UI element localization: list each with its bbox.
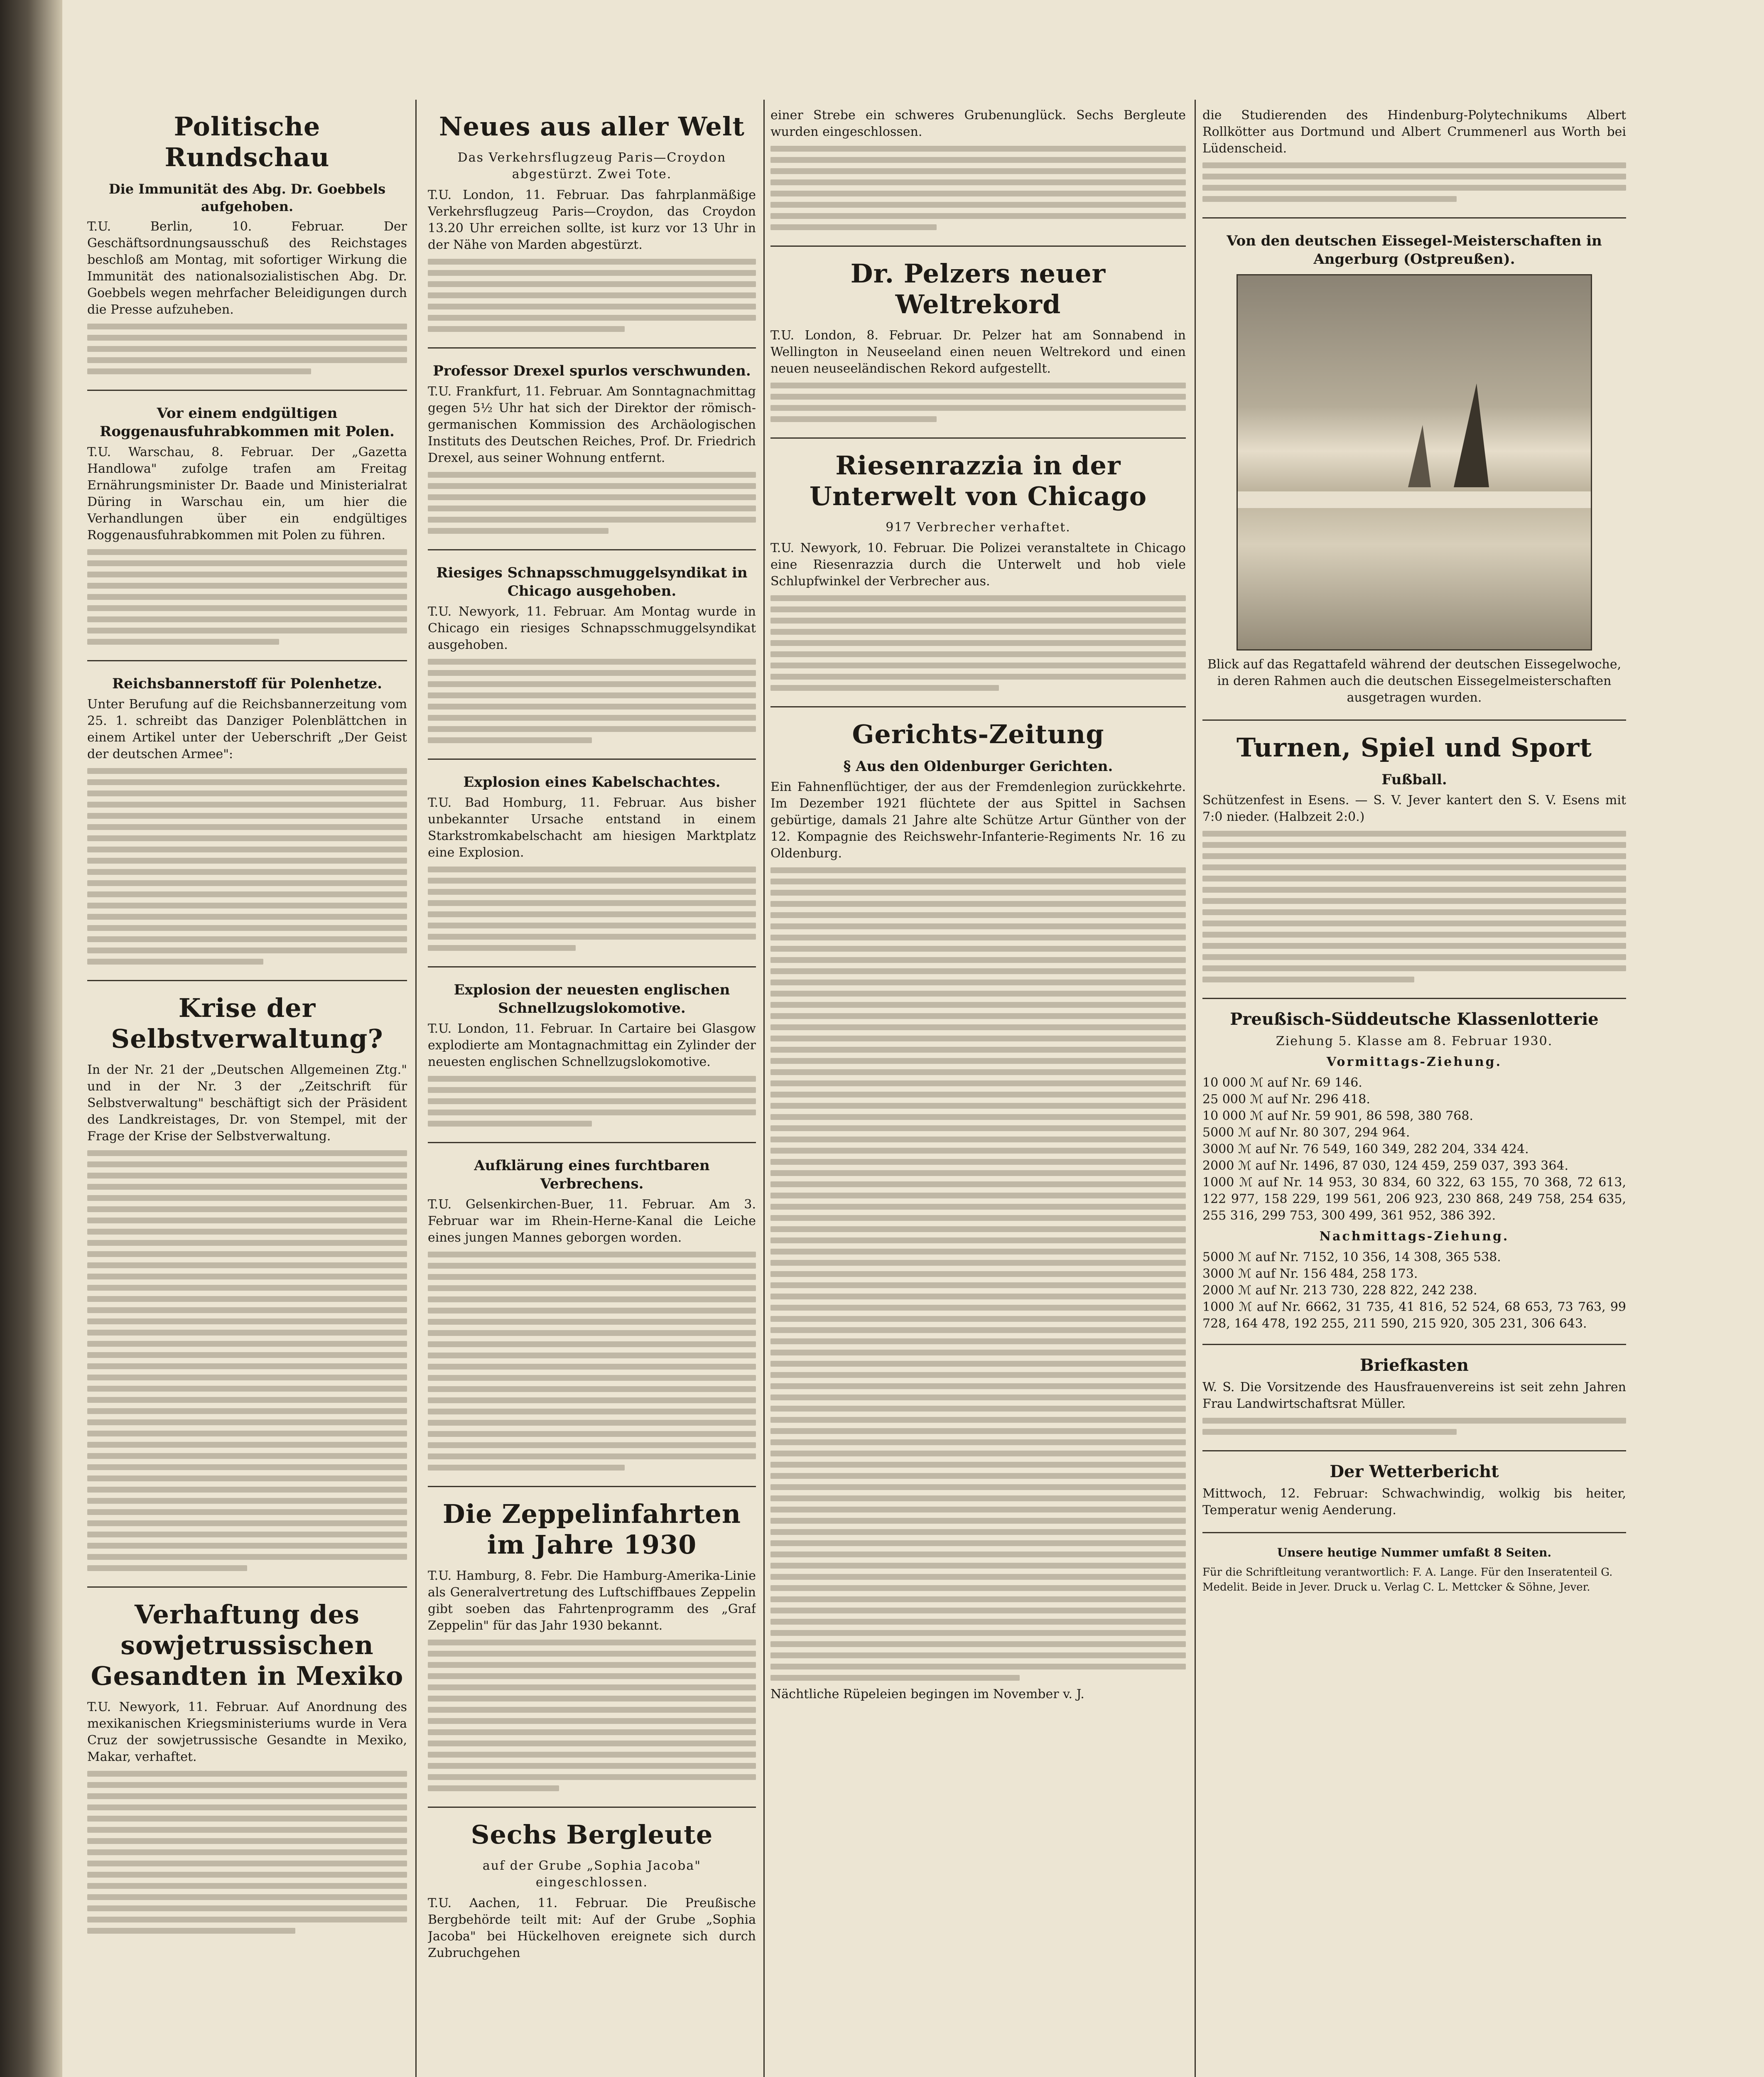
article-text: T.U. Hamburg, 8. Febr. Die Hamburg-Amerika-Linie als Generalvertretung des Luftschiffbaues Zeppelin gibt soeben das Fahrtenprogramm des „Graf Zeppelin" für das Jahr 1930 bekannt. — [428, 1569, 756, 1633]
lottery-line: 25 000 ℳ auf Nr. 296 418. — [1202, 1092, 1370, 1107]
page-note: Unsere heutige Nummer umfaßt 8 Seiten. — [1277, 1546, 1552, 1559]
article-chicago-syndikat — [428, 550, 756, 760]
subheadline: 917 Verbrecher verhaftet. — [886, 520, 1071, 535]
lottery-line: 1000 ℳ auf Nr. 14 953, 30 834, 60 322, 63 155, 70 368, 72 613, 122 977, 158 229, 199 561, 206 923, 230 868, 249 758, 254 635, 255 316, 299 753, 300 499, 361 952, 386 392. — [1202, 1175, 1626, 1223]
article-text: einer Strebe ein schweres Grubenunglück. Sechs Bergleute wurden eingeschlossen. — [770, 108, 1186, 139]
column-1 — [87, 100, 407, 2077]
subheadline: auf der Grube „Sophia Jacoba" eingeschlossen. — [482, 1858, 702, 1890]
column-3 — [770, 100, 1186, 2077]
article-wetterbericht — [1202, 1451, 1626, 1533]
photo-caption: Blick auf das Regattafeld während der deutschen Eissegelwoche, in deren Rahmen auch die deutschen Eissegelmeisterschaften ausgetragen wurden. — [1207, 657, 1622, 705]
eissegel-photo — [1237, 274, 1592, 651]
article-neues-aus-aller-welt — [428, 100, 756, 349]
text-lines — [770, 383, 1186, 422]
column-rule — [763, 100, 765, 2077]
article-text-closing: Nächtliche Rüpeleien begingen im November v. J. — [770, 1687, 1084, 1701]
lottery-line: 2000 ℳ auf Nr. 213 730, 228 822, 242 238. — [1202, 1283, 1477, 1298]
text-lines — [87, 324, 407, 374]
text-lines — [87, 549, 407, 645]
headline: Riesenrazzia in der Unterwelt von Chicago — [809, 450, 1147, 511]
headline: Dr. Pelzers neuer Weltrekord — [850, 258, 1106, 319]
article-gerichts-zeitung — [770, 707, 1186, 1716]
text-lines — [428, 472, 756, 534]
text-lines — [428, 1252, 756, 1471]
text-lines — [428, 659, 756, 743]
article-verbrechen — [428, 1143, 756, 1487]
article-grubenunglueck-cont — [770, 100, 1186, 247]
text-lines — [770, 595, 1186, 691]
article-politische-rundschau — [87, 100, 407, 391]
text-lines — [87, 768, 407, 965]
headline: Politische Rundschau — [164, 111, 330, 172]
column-rule — [1195, 100, 1196, 2077]
article-text: Unter Berufung auf die Reichsbannerzeitung vom 25. 1. schreibt das Danziger Polenblättchen in einem Artikel unter der Ueberschrift „Der Geist der deutschen Armee": — [87, 697, 407, 761]
article-text: T.U. Berlin, 10. Februar. Der Geschäftsordnungsausschuß des Reichstages beschloß am Montag, mit sofortiger Wirkung die Immunität des nationalsozialistischen Abg. Dr. Goebbels wegen mehrfacher Beleidigungen durch die Presse aufzuheben. — [87, 219, 407, 317]
subheadline: Fußball. — [1381, 771, 1447, 788]
column-4 — [1202, 100, 1626, 2077]
article-selbstverwaltung — [87, 981, 407, 1588]
article-text: T.U. Newyork, 11. Februar. Auf Anordnung des mexikanischen Kriegsministeriums wurde in Vera Cruz der sowjetrussische Gesandte in Mexiko, Makar, verhaftet. — [87, 1700, 407, 1764]
lottery-line: 10 000 ℳ auf Nr. 59 901, 86 598, 380 768. — [1202, 1109, 1474, 1123]
article-text: die Studierenden des Hindenburg-Polytechnikums Albert Rollkötter aus Dortmund und Albert Crummenerl aus Worth bei Lüdenscheid. — [1202, 108, 1626, 156]
article-text: T.U. Frankfurt, 11. Februar. Am Sonntagnachmittag gegen 5½ Uhr hat sich der Direktor der römisch-germanischen Kommission des Archäologischen Instituts des Deutschen Reiches, Prof. Dr. Friedrich Drexel, aus seiner Wohnung entfernt. — [428, 384, 756, 465]
article-sport — [1202, 721, 1626, 999]
article-text: T.U. Newyork, 10. Februar. Die Polizei veranstaltete in Chicago eine Riesenrazzia durch die Unterwelt und hob viele Schlupfwinkel der Verbrecher aus. — [770, 541, 1186, 589]
column-rule — [415, 100, 417, 2077]
article-text: T.U. Gelsenkirchen-Buer, 11. Februar. Am 3. Februar war im Rhein-Herne-Kanal die Leiche eines jungen Mannes geborgen worden. — [428, 1197, 756, 1245]
article-text: Mittwoch, 12. Februar: Schwachwindig, wolkig bis heiter, Temperatur wenig Aenderung. — [1202, 1486, 1626, 1517]
headline: Verhaftung des sowjetrussischen Gesandten in Mexiko — [91, 1599, 404, 1691]
article-polytechnikum-cont — [1202, 100, 1626, 219]
column-2 — [428, 100, 756, 2077]
article-text: Schützenfest in Esens. — S. V. Jever kantert den S. V. Esens mit 7:0 nieder. (Halbzeit 2:0.) — [1202, 793, 1626, 824]
newspaper-page — [62, 0, 1764, 2077]
article-text: T.U. London, 8. Februar. Dr. Pelzer hat am Sonnabend in Wellington in Neuseeland einen neuen Weltrekord und einen neuen neuseeländischen Rekord aufgestellt. — [770, 328, 1186, 376]
article-text: T.U. Warschau, 8. Februar. Der „Gazetta Handlowa" zufolge trafen am Freitag Ernährungsminister Dr. Baade und Ministerialrat Düring in Warschau ein, um hier die Verhandlungen über ein endgültiges Roggenausfuhrabkommen mit Polen zu führen. — [87, 445, 407, 543]
subheadline: § Aus den Oldenburger Gerichten. — [843, 758, 1113, 775]
subheadline: Das Verkehrsflugzeug Paris—Croydon abgestürzt. Zwei Tote. — [457, 150, 726, 182]
headline: Krise der Selbstverwaltung? — [111, 993, 383, 1054]
headline: Reichsbannerstoff für Polenhetze. — [112, 675, 382, 692]
text-lines — [428, 1640, 756, 1791]
headline: Preußisch-Süddeutsche Klassenlotterie — [1230, 1009, 1599, 1029]
subheadline: Ziehung 5. Klasse am 8. Februar 1930. — [1276, 1034, 1553, 1048]
morning-heading: Vormittags-Ziehung. — [1326, 1055, 1502, 1069]
page-binding — [0, 0, 62, 2077]
text-lines — [770, 867, 1186, 1681]
headline: Die Zeppelinfahrten im Jahre 1930 — [442, 1499, 741, 1560]
lottery-line: 3000 ℳ auf Nr. 156 484, 258 173. — [1202, 1267, 1418, 1281]
article-text: T.U. Newyork, 11. Februar. Am Montag wurde in Chicago ein riesiges Schnapsschmuggelsyndikat ausgehoben. — [428, 604, 756, 652]
article-lokomotive — [428, 967, 756, 1143]
lottery-list — [1202, 1054, 1626, 1332]
text-lines — [87, 1150, 407, 1571]
text-lines — [770, 146, 1186, 230]
lottery-line: 2000 ℳ auf Nr. 1496, 87 030, 124 459, 259 037, 393 364. — [1202, 1159, 1569, 1173]
article-text: Ein Fahnenflüchtiger, der aus der Fremdenlegion zurückkehrte. Im Dezember 1921 flüchtete der aus Spittel in Sachsen gebürtige, damals 21 Jahre alte Schütze Artur Günther von der 12. Kompagnie des Reichswehr-Infanterie-Regiments Nr. 16 zu Oldenburg. — [770, 780, 1186, 861]
headline: Vor einem endgültigen Roggenausfuhrabkommen mit Polen. — [100, 405, 395, 440]
article-text: T.U. Aachen, 11. Februar. Die Preußische Bergbehörde teilt mit: Auf der Grube „Sophia Jacoba" bei Hückelhoven ereignete sich durch Zubruchgehen — [428, 1896, 756, 1960]
article-text: W. S. Die Vorsitzende des Hausfrauenvereins ist seit zehn Jahren Frau Landwirtschaftsrat Müller. — [1202, 1380, 1626, 1411]
headline: Gerichts-Zeitung — [852, 719, 1104, 749]
article-klassenlotterie — [1202, 999, 1626, 1345]
text-lines — [1202, 831, 1626, 982]
headline: Explosion eines Kabelschachtes. — [463, 774, 721, 791]
article-roggen — [87, 391, 407, 661]
text-lines — [87, 1771, 407, 1934]
headline: Turnen, Spiel und Sport — [1236, 732, 1592, 763]
afternoon-heading: Nachmittags-Ziehung. — [1319, 1229, 1509, 1244]
article-text: In der Nr. 21 der „Deutschen Allgemeinen Ztg." und in der Nr. 3 der „Zeitschrift für Selbstverwaltung" beschäftigt sich der Präsident des Landkreistages, Dr. von Stempel, mit der Frage der Krise der Selbstverwaltung. — [87, 1063, 407, 1144]
headline: Aufklärung eines furchtbaren Verbrechens. — [474, 1157, 710, 1192]
lottery-line: 3000 ℳ auf Nr. 76 549, 160 349, 282 204, 334 424. — [1202, 1142, 1529, 1156]
text-lines — [428, 867, 756, 951]
article-kabelschacht — [428, 760, 756, 967]
headline: Professor Drexel spurlos verschwunden. — [433, 363, 751, 379]
subheadline: Die Immunität des Abg. Dr. Goebbels aufgehoben. — [108, 181, 386, 214]
article-pelzer — [770, 247, 1186, 439]
lottery-line: 10 000 ℳ auf Nr. 69 146. — [1202, 1075, 1362, 1090]
headline: Riesiges Schnapsschmuggelsyndikat in Chicago ausgehoben. — [436, 565, 748, 599]
imprint: Für die Schriftleitung verantwortlich: F. A. Lange. Für den Inseratenteil G. Medelit. Beide in Jever. Druck u. Verlag C. L. Mettcker & Söhne, Jever. — [1202, 1566, 1613, 1593]
page-count-note — [1202, 1533, 1626, 1609]
article-mexiko — [87, 1588, 407, 1949]
article-bergleute — [428, 1808, 756, 1975]
text-lines — [1202, 1418, 1626, 1435]
headline: Explosion der neuesten englischen Schnellzugslokomotive. — [454, 982, 730, 1016]
lottery-line: 5000 ℳ auf Nr. 7152, 10 356, 14 308, 365 538. — [1202, 1250, 1501, 1264]
photo-headline: Von den deutschen Eissegel-Meisterschaften in Angerburg (Ostpreußen). — [1227, 233, 1602, 268]
article-drexel — [428, 349, 756, 550]
article-reichsbanner — [87, 661, 407, 981]
text-lines — [1202, 162, 1626, 202]
article-razzia — [770, 439, 1186, 707]
article-briefkasten — [1202, 1345, 1626, 1451]
text-lines — [428, 259, 756, 332]
article-text: T.U. London, 11. Februar. In Cartaire bei Glasgow explodierte am Montagnachmittag ein Zylinder der neuesten englischen Schnellzugslokomotive. — [428, 1021, 756, 1069]
headline: Neues aus aller Welt — [439, 111, 745, 142]
headline: Briefkasten — [1360, 1355, 1469, 1375]
headline: Sechs Bergleute — [471, 1819, 713, 1850]
headline: Der Wetterbericht — [1330, 1462, 1499, 1481]
article-text: T.U. Bad Homburg, 11. Februar. Aus bisher unbekannter Ursache entstand in einem Starkstromkabelschacht am hiesigen Marktplatz eine Explosion. — [428, 795, 756, 860]
article-zeppelin — [428, 1487, 756, 1808]
article-eissegel — [1202, 219, 1626, 721]
text-lines — [428, 1076, 756, 1127]
article-text: T.U. London, 11. Februar. Das fahrplanmäßige Verkehrsflugzeug Paris—Croydon, das Croydon 13.20 Uhr erreichen sollte, ist kurz vor 13 Uhr in der Nähe von Marden abgestürzt. — [428, 188, 756, 252]
lottery-line: 5000 ℳ auf Nr. 80 307, 294 964. — [1202, 1125, 1410, 1140]
lottery-line: 1000 ℳ auf Nr. 6662, 31 735, 41 816, 52 524, 68 653, 73 763, 99 728, 164 478, 192 255, 211 590, 215 920, 305 231, 306 643. — [1202, 1300, 1626, 1331]
